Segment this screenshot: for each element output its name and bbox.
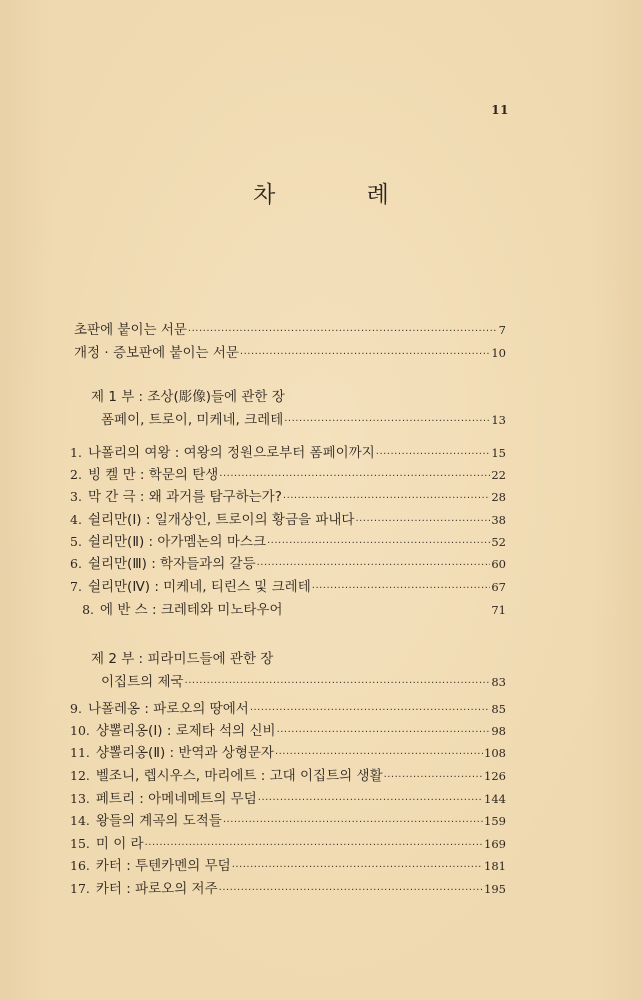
dot-leader <box>376 445 491 461</box>
toc-chapter <box>70 530 506 550</box>
chapter-title: 빙 켈 만 : 학문의 탄생 <box>87 467 219 483</box>
page-title: 차 례 <box>253 182 431 208</box>
chapter-number: 5. <box>70 534 82 549</box>
chapter-number: 7. <box>70 579 82 594</box>
chapter-page: 71 <box>491 603 506 617</box>
dot-leader <box>145 836 483 852</box>
chapter-title: 페트리 : 아메네메트의 무덤 <box>95 791 257 807</box>
dot-leader <box>283 489 490 505</box>
chapter-title: 나폴리의 여왕 : 여왕의 정원으로부터 폼페이까지 <box>87 445 375 461</box>
chapter-title: 샹뽈리옹(Ⅰ) : 로제타 석의 신비 <box>95 723 276 739</box>
toc-chapter <box>70 697 506 717</box>
chapter-number: 13. <box>70 791 90 806</box>
toc-entry-label: 개정 · 증보판에 붙이는 서문 <box>74 345 239 361</box>
toc-chapter <box>70 877 506 897</box>
dot-leader <box>188 322 498 338</box>
dot-leader <box>277 723 491 739</box>
dot-leader <box>219 881 483 897</box>
toc-chapter <box>70 598 506 618</box>
dot-leader <box>257 556 491 572</box>
chapter-number: 14. <box>70 813 90 828</box>
chapter-page: 108 <box>484 746 506 760</box>
dot-leader <box>275 745 483 761</box>
toc-chapter <box>70 832 506 852</box>
chapter-title: 미 이 라 <box>95 836 144 852</box>
dot-leader <box>250 701 491 717</box>
part2-heading: 제 2 부 : 피라미드들에 관한 장 <box>91 651 274 667</box>
chapter-title: 쉴리만(Ⅱ) : 아가멤논의 마스크 <box>87 534 266 550</box>
toc-entry-preface-revised-edition <box>74 341 506 361</box>
chapter-page: 67 <box>491 580 506 594</box>
toc-entry-preface-first-edition <box>74 318 506 338</box>
chapter-title: 카터 : 투텐카멘의 무덤 <box>95 858 231 874</box>
chapter-title: 막 간 극 : 왜 과거를 탐구하는가? <box>87 489 282 505</box>
toc-chapter <box>70 719 506 739</box>
toc-entry-label: 폼페이, 트로이, 미케네, 크레테 <box>101 412 284 428</box>
page-number: 11 <box>491 103 509 117</box>
chapter-title: 쉴리만(Ⅳ) : 미케네, 티린스 및 크레테 <box>87 579 311 595</box>
chapter-page: 15 <box>491 446 506 460</box>
chapter-number: 16. <box>70 858 90 873</box>
chapter-page: 144 <box>484 792 506 806</box>
chapter-number: 11. <box>70 745 90 760</box>
chapter-title: 에 반 스 : 크레테와 미노타우어 <box>100 602 283 618</box>
chapter-page: 85 <box>491 702 506 716</box>
chapter-number: 15. <box>70 836 90 851</box>
chapter-number: 4. <box>70 512 82 527</box>
toc-entry-page: 10 <box>491 346 506 360</box>
chapter-title: 왕들의 계곡의 도적들 <box>95 813 222 829</box>
chapter-page: 28 <box>491 490 506 504</box>
chapter-number: 3. <box>70 489 82 504</box>
chapter-page: 126 <box>484 769 506 783</box>
chapter-page: 38 <box>491 513 506 527</box>
chapter-page: 60 <box>491 557 506 571</box>
chapter-page: 98 <box>491 724 506 738</box>
dot-leader <box>219 467 490 483</box>
toc-chapter <box>70 485 506 505</box>
dot-leader <box>240 345 490 361</box>
dot-leader <box>355 512 490 528</box>
chapter-page: 169 <box>484 837 506 851</box>
toc-chapter <box>70 441 506 461</box>
toc-chapter <box>70 552 506 572</box>
toc-chapter <box>70 809 506 829</box>
toc-chapter <box>70 508 506 528</box>
chapter-number: 1. <box>70 445 82 460</box>
chapter-title: 카터 : 파로오의 저주 <box>95 881 218 897</box>
chapter-number: 9. <box>70 701 82 716</box>
dot-leader <box>232 858 483 874</box>
dot-leader <box>312 579 491 595</box>
toc-chapter <box>70 854 506 874</box>
toc-chapter <box>70 764 506 784</box>
chapter-page: 22 <box>491 468 506 482</box>
chapter-page: 52 <box>491 535 506 549</box>
chapter-number: 8. <box>82 602 94 617</box>
dot-leader <box>258 791 483 807</box>
toc-entry-page: 7 <box>498 323 506 337</box>
toc-chapter <box>70 463 506 483</box>
dot-leader <box>267 534 490 550</box>
dot-leader <box>185 674 491 690</box>
chapter-number: 6. <box>70 556 82 571</box>
chapter-page: 181 <box>484 859 506 873</box>
toc-entry-label: 이집트의 제국 <box>101 674 184 690</box>
toc-entry-label: 초판에 붙이는 서문 <box>74 322 187 338</box>
chapter-title: 나폴레옹 : 파로오의 땅에서 <box>87 701 249 717</box>
toc-entry-page: 13 <box>491 413 506 427</box>
dot-leader <box>284 412 490 428</box>
chapter-page: 159 <box>484 814 506 828</box>
chapter-number: 12. <box>70 768 90 783</box>
toc-chapter <box>70 575 506 595</box>
toc-chapter <box>70 787 506 807</box>
chapter-number: 10. <box>70 723 90 738</box>
dot-leader <box>223 813 483 829</box>
chapter-title: 쉴리만(Ⅰ) : 일개상인, 트로이의 황금을 파내다 <box>87 512 355 528</box>
dot-leader <box>384 768 483 784</box>
chapter-number: 17. <box>70 881 90 896</box>
part2-intro <box>101 670 506 690</box>
chapter-title: 벨조니, 렙시우스, 마리에트 : 고대 이집트의 생활 <box>95 768 383 784</box>
chapter-page: 195 <box>484 882 506 896</box>
chapter-number: 2. <box>70 467 82 482</box>
chapter-title: 샹뽈리옹(Ⅱ) : 반역과 상형문자 <box>95 745 274 761</box>
toc-entry-page: 83 <box>491 675 506 689</box>
toc-chapter <box>70 741 506 761</box>
part1-intro <box>101 408 506 428</box>
chapter-title: 쉴리만(Ⅲ) : 학자들과의 갈등 <box>87 556 256 572</box>
part1-heading: 제 1 부 : 조상(彫像)들에 관한 장 <box>91 389 285 405</box>
